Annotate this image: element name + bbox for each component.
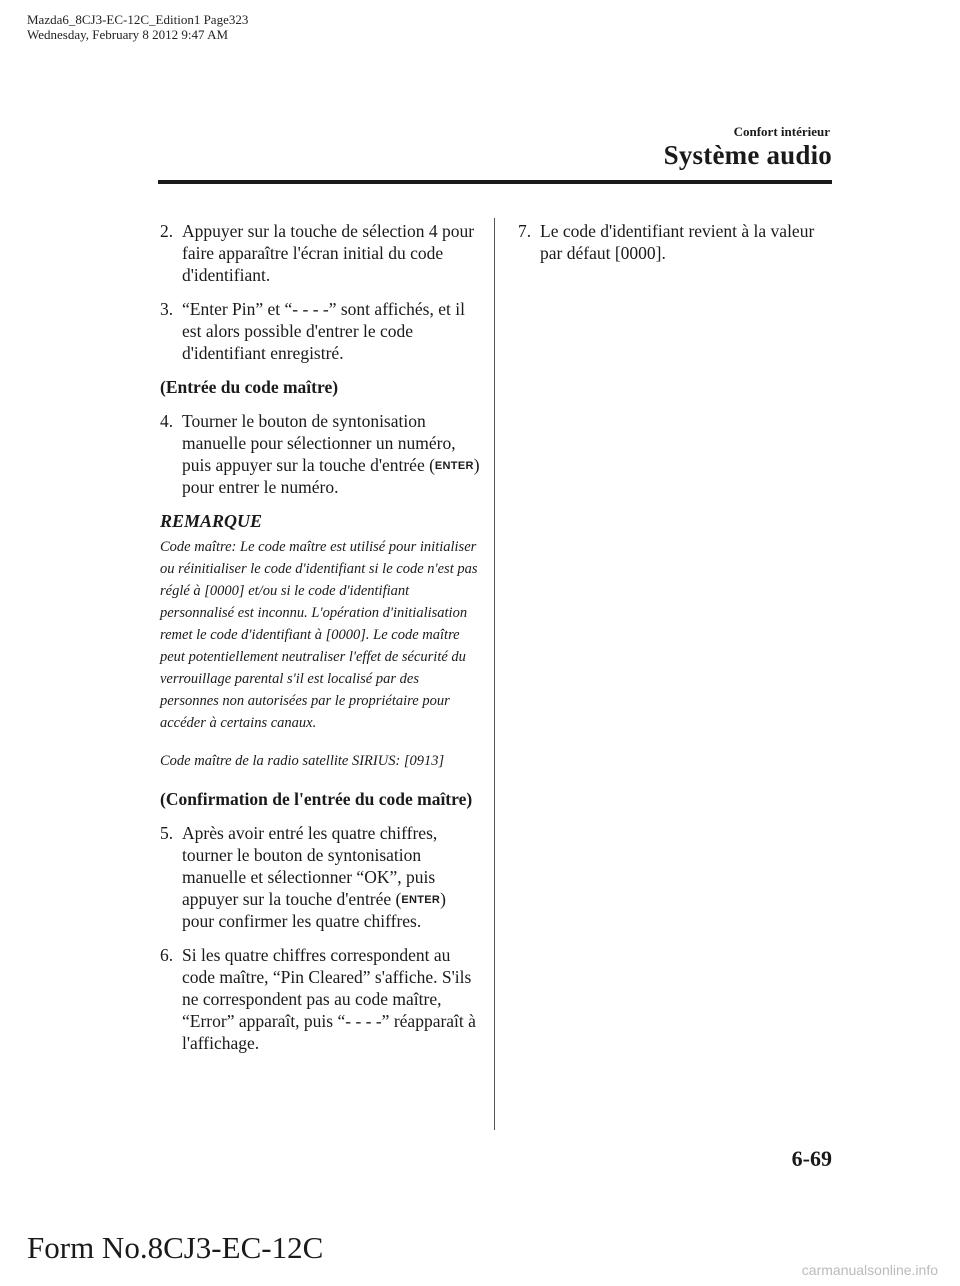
note-body — [160, 536, 480, 772]
print-meta-line-2: Wednesday, February 8 2012 9:47 AM — [27, 27, 229, 42]
step-6 — [160, 944, 480, 1054]
form-number: Form No.8CJ3-EC-12C — [27, 1230, 324, 1265]
page-title: Système audio — [663, 140, 832, 170]
watermark: carmanualsonline.info — [801, 1262, 938, 1278]
step-number: 6. — [160, 945, 174, 965]
step-number: 4. — [160, 411, 174, 431]
note-paragraph: Code maître de la radio satellite SIRIUS: [0913] — [160, 753, 445, 769]
section-label: Confort intérieur — [733, 124, 830, 139]
step-2 — [160, 220, 480, 286]
step-4 — [160, 410, 480, 498]
step-3 — [160, 298, 480, 364]
header-rule — [158, 180, 832, 184]
enter-key-icon: ENTER — [434, 460, 474, 472]
print-metadata — [27, 12, 248, 42]
step-number: 2. — [160, 221, 174, 241]
subheading-master-code-entry: (Entrée du code maître) — [160, 377, 339, 397]
step-text: Tourner le bouton de syntonisation manuelle pour sélectionner un numéro, puis appuyer sur la touche d'entrée ( — [182, 411, 456, 475]
note-title: REMARQUE — [160, 511, 263, 531]
step-text: Appuyer sur la touche de sélection 4 pour faire apparaître l'écran initial du code d'identifiant. — [182, 221, 475, 285]
step-text: “Enter Pin” et “- - - -” sont affichés, et il est alors possible d'entrer le code d'identifiant enregistré. — [182, 299, 465, 363]
step-text-end: ) pour confirmer les quatre chiffres. — [182, 889, 446, 931]
enter-key-icon: ENTER — [401, 894, 441, 906]
step-number: 3. — [160, 299, 174, 319]
column-divider — [494, 218, 495, 1130]
step-text: Si les quatre chiffres correspondent au code maître, “Pin Cleared” s'affiche. S'ils ne correspondent pas au code maître, “Error” apparaît, puis “- - - -” réapparaît à l'affichage. — [182, 945, 476, 1053]
step-7 — [518, 220, 838, 264]
step-text-end: ) pour entrer le numéro. — [182, 455, 480, 497]
step-number: 5. — [160, 823, 174, 843]
right-column — [518, 220, 838, 276]
page-number: 6-69 — [791, 1146, 832, 1171]
note-paragraph: Code maître: Le code maître est utilisé pour initialiser ou réinitialiser le code d'identifiant si le code n'est pas réglé à [0000] et/ou si le code d'identifiant personnalisé est inconnu. L'opération d'initialisation remet le code d'identifiant à [0000]. Le code maître peut potentiellement neutraliser l'effet de sécurité du verrouillage parental s'il est localisé par des personnes non autorisées par le propriétaire pour accéder à certains canaux. — [160, 539, 478, 731]
step-number: 7. — [518, 221, 532, 241]
print-meta-line-1: Mazda6_8CJ3-EC-12C_Edition1 Page323 — [27, 12, 249, 27]
left-column — [160, 220, 480, 1066]
step-text: Le code d'identifiant revient à la valeur par défaut [0000]. — [540, 221, 815, 263]
subheading-master-code-confirmation: (Confirmation de l'entrée du code maître) — [160, 789, 473, 809]
step-5 — [160, 822, 480, 932]
step-text: Après avoir entré les quatre chiffres, tourner le bouton de syntonisation manuelle et sélectionner “OK”, puis appuyer sur la touche d'entrée ( — [182, 823, 438, 909]
